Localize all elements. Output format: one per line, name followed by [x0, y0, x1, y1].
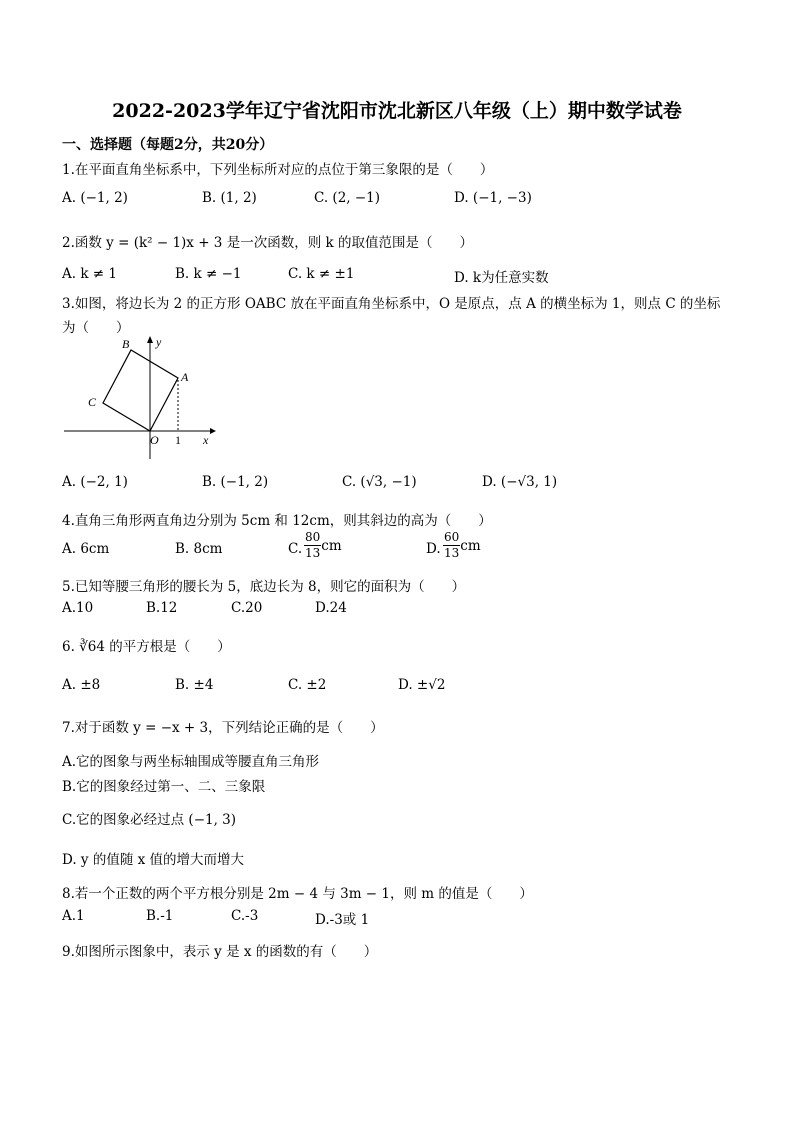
question-9-stem: 9.如图所示图象中，表示 y 是 x 的函数的有（ ） — [62, 944, 378, 960]
question-1-stem: 1.在平面直角坐标系中，下列坐标所对应的点位于第三象限的是（ ） — [62, 162, 494, 178]
question-8-option-a: A.1 — [62, 908, 85, 924]
label-b: B — [122, 337, 130, 351]
x-axis-arrow — [210, 428, 216, 434]
label-c: C — [88, 395, 97, 409]
question-1-option-c: C. (2, −1) — [314, 190, 381, 206]
square-coordinate-figure — [60, 334, 225, 466]
question-7-option-c: C.它的图象必经过点 (−1, 3) — [62, 812, 237, 828]
question-3-stem-line-1: 3.如图，将边长为 2 的正方形 OABC 放在平面直角坐标系中，O 是原点，点 A 的横坐标为 1，则点 C 的坐标 — [62, 296, 721, 312]
question-1-option-a: A. (−1, 2) — [62, 190, 128, 206]
question-6-stem: 6. ∛64 的平方根是（ ） — [62, 639, 231, 655]
question-4-option-c: C. — [288, 541, 303, 557]
question-5-option-b: B.12 — [146, 600, 178, 616]
unit: cm — [321, 538, 342, 554]
question-4-option-d-value — [443, 530, 481, 561]
question-4-stem: 4.直角三角形两直角边分别为 5cm 和 12cm，则其斜边的高为（ ） — [62, 513, 492, 529]
question-8-option-d: D.-3或 1 — [315, 912, 370, 928]
question-5-option-d: D.24 — [315, 600, 347, 616]
section-title: 一、选择题（每题2分，共20分） — [62, 137, 274, 153]
question-1-option-b: B. (1, 2) — [202, 190, 257, 206]
question-3-option-b: B. (−1, 2) — [202, 474, 269, 490]
question-8-stem: 8.若一个正数的两个平方根分别是 2m − 4 与 3m − 1，则 m 的值是（ ） — [62, 886, 533, 902]
question-5-option-c: C.20 — [231, 600, 263, 616]
question-6-option-d: D. ±√2 — [398, 677, 446, 693]
question-7-option-d: D. y 的值随 x 值的增大而增大 — [62, 852, 245, 868]
denominator: 13 — [305, 546, 321, 560]
unit: cm — [460, 538, 481, 554]
y-axis-arrow — [147, 336, 153, 343]
fraction — [304, 530, 321, 561]
question-5-option-a: A.10 — [62, 600, 94, 616]
question-3-option-a: A. (−2, 1) — [62, 474, 128, 490]
question-4-option-d: D. — [426, 541, 441, 557]
question-4-option-a: A. 6cm — [62, 541, 110, 557]
label-one: 1 — [175, 433, 181, 447]
question-2-option-b: B. k ≠ −1 — [175, 266, 242, 282]
question-4-option-c-value — [304, 530, 342, 561]
question-6-option-b: B. ±4 — [175, 677, 214, 693]
question-7-stem: 7.对于函数 y = −x + 3，下列结论正确的是（ ） — [62, 720, 384, 736]
question-5-stem: 5.已知等腰三角形的腰长为 5，底边长为 8，则它的面积为（ ） — [62, 579, 466, 595]
denominator: 13 — [444, 546, 460, 560]
label-a: A — [181, 370, 189, 384]
question-7-option-b: B.它的图象经过第一、二、三象限 — [62, 779, 266, 795]
question-6-option-c: C. ±2 — [288, 677, 327, 693]
question-3-option-c: C. (√3, −1) — [342, 474, 417, 490]
question-2-option-a: A. k ≠ 1 — [62, 266, 117, 282]
question-3-option-d: D. (−√3, 1) — [482, 474, 558, 490]
question-4-option-b: B. 8cm — [175, 541, 223, 557]
question-1-option-d: D. (−1, −3) — [454, 190, 532, 206]
question-7-option-a: A.它的图象与两坐标轴围成等腰直角三角形 — [62, 754, 320, 770]
page-title: 2022-2023学年辽宁省沈阳市沈北新区八年级（上）期中数学试卷 — [112, 100, 682, 122]
question-2-option-c: C. k ≠ ±1 — [288, 266, 355, 282]
question-8-option-b: B.-1 — [146, 908, 174, 924]
question-8-option-c: C.-3 — [231, 908, 259, 924]
label-o: O — [150, 433, 159, 447]
question-2-option-d: D. k为任意实数 — [454, 270, 549, 286]
numerator: 80 — [305, 530, 321, 544]
label-y: y — [156, 335, 162, 349]
label-x: x — [203, 433, 209, 447]
question-2-stem: 2.函数 y = (k² − 1)x + 3 是一次函数，则 k 的取值范围是（ ） — [62, 235, 473, 251]
question-6-option-a: A. ±8 — [62, 677, 101, 693]
question-3-stem-line-2: 为（ ） — [62, 320, 130, 336]
fraction — [443, 530, 460, 561]
square-oabc — [103, 350, 178, 431]
numerator: 60 — [444, 530, 460, 544]
